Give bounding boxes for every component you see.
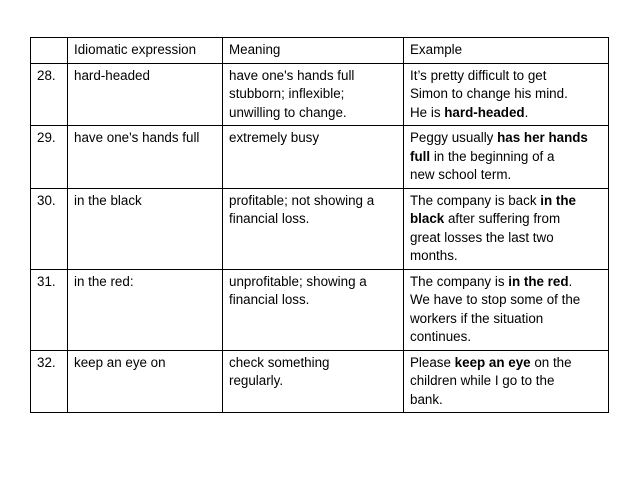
idiom-example xyxy=(404,126,609,189)
idiom-meaning xyxy=(223,188,404,269)
idiom-meaning xyxy=(223,126,404,189)
idiom-example xyxy=(404,63,609,126)
example-line xyxy=(410,166,603,185)
meaning-line: profitable; not showing a xyxy=(229,192,375,208)
idiom-expression: in the red: xyxy=(68,269,223,350)
meaning-line: financial loss. xyxy=(229,292,310,307)
example-text: It’s pretty difficult to get xyxy=(410,67,547,83)
example-text: new school term. xyxy=(410,167,512,182)
row-number: 30. xyxy=(31,188,68,269)
example-line xyxy=(410,328,603,347)
meaning-line: regularly. xyxy=(229,373,284,388)
idiom-expression: keep an eye on xyxy=(68,350,223,413)
header-example: Example xyxy=(404,38,609,64)
example-line xyxy=(410,273,603,292)
example-text: The company is xyxy=(410,273,509,289)
example-text: We have to stop some of the xyxy=(410,292,581,307)
idioms-table xyxy=(30,37,609,413)
example-idiom-highlight: in the red xyxy=(508,273,569,289)
example-line xyxy=(410,291,603,310)
example-idiom-highlight: full xyxy=(410,148,431,164)
table-row xyxy=(31,269,609,350)
example-text: great losses the last two xyxy=(410,229,554,245)
table-row xyxy=(31,63,609,126)
example-line xyxy=(410,247,603,266)
table-row xyxy=(31,188,609,269)
example-text: in the beginning of a xyxy=(430,148,555,164)
idiom-expression: in the black xyxy=(68,188,223,269)
idiom-example xyxy=(404,188,609,269)
example-text: months. xyxy=(410,248,458,263)
example-text: Simon to change his mind. xyxy=(410,86,568,101)
idiom-meaning xyxy=(223,350,404,413)
idiom-example xyxy=(404,269,609,350)
header-idiomatic-expression: Idiomatic expression xyxy=(68,38,223,64)
header-meaning: Meaning xyxy=(223,38,404,64)
idiom-meaning xyxy=(223,63,404,126)
example-text: on the xyxy=(530,354,572,370)
example-line xyxy=(410,104,603,123)
idiom-expression: hard-headed xyxy=(68,63,223,126)
example-line xyxy=(410,229,603,248)
example-idiom-highlight: hard-headed xyxy=(444,104,525,120)
example-line xyxy=(410,148,603,167)
example-text: . xyxy=(524,104,529,120)
example-idiom-highlight: black xyxy=(410,211,445,226)
row-number: 28. xyxy=(31,63,68,126)
idiom-expression: have one's hands full xyxy=(68,126,223,189)
row-number: 32. xyxy=(31,350,68,413)
example-text: Peggy usually xyxy=(410,130,498,145)
example-text: . xyxy=(568,273,573,289)
example-text: bank. xyxy=(410,391,443,407)
table-header-row xyxy=(31,38,609,64)
example-text: after suffering from xyxy=(444,211,561,226)
example-text: continues. xyxy=(410,329,472,344)
meaning-line: stubborn; inflexible; xyxy=(229,86,345,101)
row-number: 31. xyxy=(31,269,68,350)
example-idiom-highlight: keep an eye xyxy=(454,354,531,370)
meaning-line: extremely busy xyxy=(229,130,320,145)
example-line xyxy=(410,129,603,148)
example-line xyxy=(410,210,603,229)
example-idiom-highlight: has her hands xyxy=(497,130,588,145)
example-line xyxy=(410,310,603,329)
table-row xyxy=(31,350,609,413)
meaning-line: have one's hands full xyxy=(229,67,355,83)
example-line xyxy=(410,391,603,410)
example-text: workers if the situation xyxy=(410,310,544,326)
meaning-line: financial loss. xyxy=(229,211,310,226)
example-text: He is xyxy=(410,104,445,120)
example-text: Please xyxy=(410,354,455,370)
example-line xyxy=(410,354,603,373)
example-line xyxy=(410,372,603,391)
example-line xyxy=(410,67,603,86)
example-text: children while I go to the xyxy=(410,373,555,388)
example-line xyxy=(410,192,603,211)
meaning-line: check something xyxy=(229,354,330,370)
meaning-line: unprofitable; showing a xyxy=(229,273,367,289)
example-idiom-highlight: in the xyxy=(540,192,576,208)
example-text: The company is back xyxy=(410,192,541,208)
idiom-meaning xyxy=(223,269,404,350)
meaning-line: unwilling to change. xyxy=(229,104,347,120)
table-body xyxy=(31,63,609,413)
example-line xyxy=(410,85,603,104)
row-number: 29. xyxy=(31,126,68,189)
header-number xyxy=(31,38,68,64)
table-row xyxy=(31,126,609,189)
idiom-example xyxy=(404,350,609,413)
